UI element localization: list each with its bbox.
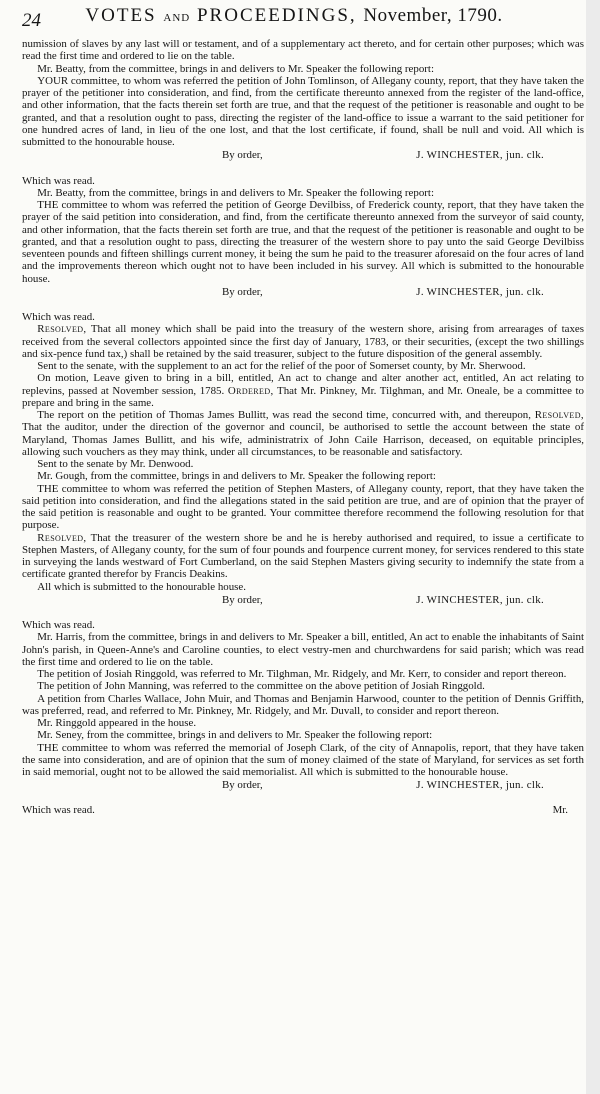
signature-block [22, 594, 584, 606]
resolved-label: Resolved, [534, 409, 584, 421]
resolution-text: That the auditor, under the direction of the governor and council, be authorised to settle the account between the state of Maryland, Thomas James Bullitt, and his wife, administratrix of John Caile Harrison, deceased, on equitable principles, allowing such vouchers as they may think, under all circumstances, to be reasonable and satisfactory. [22, 421, 584, 458]
report-text: THE committee to whom was referred the petition of George Devilbiss, of Frederick county, report, that they have taken the prayer of the said petition into consideration, and find, from the certificate thereunto annexed from the surveyor of said county, and other information, that the facts therein set forth are true, and that the request of the petitioner is reasonable and ought to be granted, and that a resolution ought to pass, directing the treasurer of the western shore to pay unto the said George Devilbiss seventeen pounds and fifteen shillings current money, it being the sum he paid to the treasurer aforesaid on the four acres of land and the improvements thereon which ought not to have been included in his survey. All which is submitted to the honourable house. [22, 199, 584, 285]
signature-block [22, 286, 584, 298]
report-text: The report on the petition of Thomas James Bullitt, was read the second time, concurred with, and thereupon, [37, 409, 531, 421]
clerk-signature: J. WINCHESTER, jun. clk. [416, 285, 544, 298]
order-text: That Mr. Pinkney, Mr. Tilghman, and Mr. Oneale, be a committee to prepare and bring in the same. [22, 384, 584, 409]
paragraph: Mr. Gough, from the committee, brings in and delivers to Mr. Speaker the following report: [37, 470, 436, 483]
paragraph [22, 372, 584, 409]
paragraph: numission of slaves by any last will or testament, and of a supplementary act thereto, and for certain other purposes; which was read the first time and ordered to lie on the table. [22, 38, 584, 63]
page-edge-shadow [586, 0, 600, 1094]
report-text: THE committee to whom was referred the petition of Stephen Masters, of Allegany county, report, that they have taken the said petition into consideration, and find the allegations stated in the said petition are true, and are of opinion that the prayer of the said petition is reasonable and ought to be granted. Your committee therefore recommend the following resolution for that purpose. [22, 482, 584, 532]
which-was-read: Which was read. [22, 311, 95, 323]
resolution-text: That all money which shall be paid into the treasury of the western shore, arising from arrearages of taxes received from the several collectors appointed since the first day of January, 1783, or their securities, (except the two shillings and six-pence fund tax,) shall be retained by the said treasurer, subject to the future disposition of the general assembly. [22, 323, 585, 360]
paragraph: A petition from Charles Wallace, John Muir, and Thomas and Benjamin Harwood, counter to the petition of Dennis Griffith, was preferred, read, and referred to Mr. Pinkney, Mr. Ridgely, and Mr. Duvall, to consider and report thereon. [22, 692, 584, 717]
which-was-read: Which was read. [22, 174, 95, 187]
by-order-label: By order, [222, 149, 263, 162]
paragraph: Mr. Ringgold appeared in the house. [37, 717, 197, 729]
page-header [22, 4, 584, 38]
paragraph: All which is submitted to the honourable house. [37, 580, 246, 593]
clerk-signature: J. WINCHESTER, jun. clk. [416, 593, 544, 606]
title-date: November, 1790. [363, 5, 503, 26]
ordered-label: Ordered, [227, 384, 274, 397]
paragraph: The petition of Josiah Ringgold, was referred to Mr. Tilghman, Mr. Ridgely, and Mr. Kerr, to consider and report thereon. [37, 668, 567, 680]
page-footer [22, 804, 584, 816]
by-order-label: By order, [222, 285, 263, 298]
clerk-signature: J. WINCHESTER, jun. clk. [416, 149, 544, 162]
title-proceedings: PROCEEDINGS, [196, 5, 357, 26]
motion-text: On motion, Leave given to bring in a bill, entitled, An act to change and alter another act, entitled, An act relating to replevins, passed at November session, 1785. [22, 372, 584, 397]
running-title [22, 5, 566, 26]
signature-block [22, 779, 584, 791]
title-votes: VOTES [85, 5, 157, 26]
resolution [22, 323, 584, 360]
report-text: YOUR committee, to whom was referred the petition of John Tomlinson, of Allegany county, report, that they have taken the prayer of the petitioner into consideration, and find, from the certificate thereunto annexed from the register of the land-office, and other information, that the facts therein set forth are true, and that the request of the petitioner is reasonable and ought to be granted, and that a resolution ought to pass, directing the register of the land-office to issue a warrant to the said petitioner for one hundred acres of land, in lieu of the one lost, and that the lost certificate, if found, shall be null and void. All which is submitted to the honourable house. [22, 74, 584, 148]
paragraph [22, 409, 584, 458]
resolved-label: Resolved, [37, 323, 87, 336]
by-order-label: By order, [222, 779, 263, 792]
paragraph: Mr. Seney, from the committee, brings in and delivers to Mr. Speaker the following report: [37, 729, 433, 742]
report-text: THE committee to whom was referred the memorial of Joseph Clark, of the city of Annapolis, report, that they have taken the same into consideration, and are of opinion that the sum of money claimed of the state of Maryland, for services as set forth in said memorial, ought not to be allowed the said memorialist. All which is submitted to the honourable house. [22, 741, 584, 778]
paragraph: Mr. Beatty, from the committee, brings in and delivers to Mr. Speaker the following report: [37, 186, 434, 199]
paragraph: Mr. Harris, from the committee, brings in and delivers to Mr. Speaker a bill, entitled, An act to enable the inhabitants of Saint John's parish, in Queen-Anne's and Caroline counties, to elect vestry-men and churchwardens for said parish; which was read the first time and ordered to lie on the table. [22, 631, 584, 668]
clerk-signature: J. WINCHESTER, jun. clk. [416, 779, 544, 792]
paragraph: Sent to the senate by Mr. Denwood. [37, 458, 194, 470]
paragraph: The petition of John Manning, was referred to the committee on the above petition of Josiah Ringgold. [37, 680, 485, 693]
paragraph: Mr. Beatty, from the committee, brings in and delivers to Mr. Speaker the following report: [37, 62, 434, 75]
page-number: 24 [22, 10, 41, 31]
by-order-label: By order, [222, 593, 263, 606]
resolution-text: That the treasurer of the western shore be and he is hereby authorised and required, to issue a certificate to Stephen Masters, of Allegany county, for the sum of four pounds and fourpence current money, for services rendered to this state in surveying the lands westward of Fort Cumberland, on the said Stephen Masters giving security to indemnify the state from a certificate granted therefor by Francis Deakins. [22, 531, 584, 581]
which-was-read: Which was read. [22, 619, 95, 631]
resolution [22, 532, 584, 581]
catchword: Mr. [552, 803, 568, 816]
resolved-label: Resolved, [37, 531, 87, 544]
which-was-read: Which was read. [22, 803, 95, 816]
title-and: AND [163, 12, 191, 24]
paragraph: Sent to the senate, with the supplement to an act for the relief of the poor of Somerset county, by Mr. Sherwood. [37, 360, 526, 372]
signature-block [22, 149, 584, 161]
